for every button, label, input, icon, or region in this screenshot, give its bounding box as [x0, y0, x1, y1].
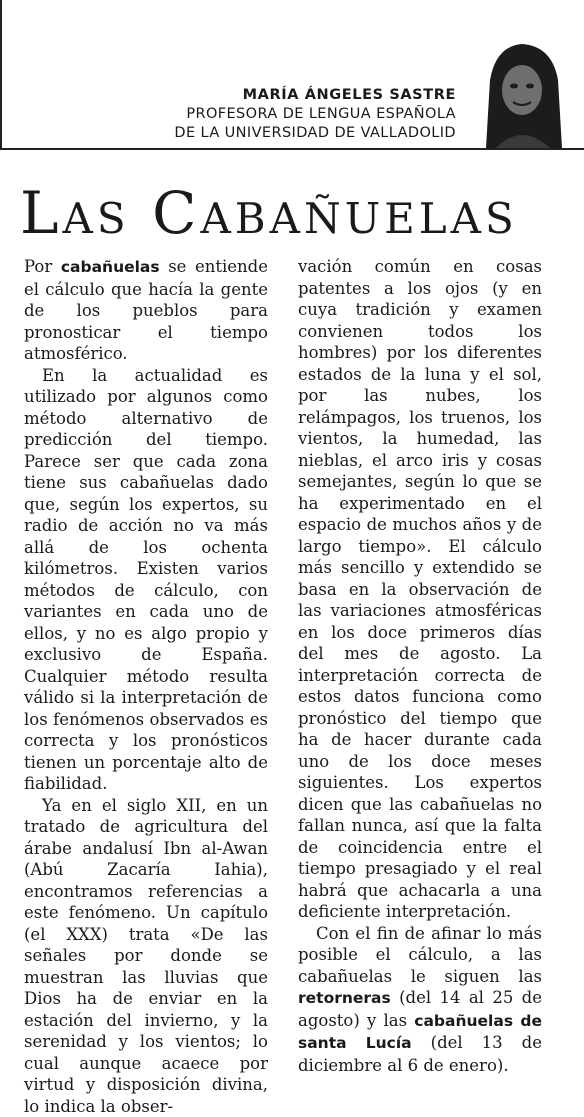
article-paragraph-1	[24, 256, 268, 365]
headline-word2-rest: ABAÑUELAS	[200, 194, 517, 243]
paragraph-1-text: se entiende el cálculo que hacía la gente de los pueblos para pronosticar el tiempo atmosférico.	[24, 257, 268, 363]
headline-initial: L	[20, 179, 63, 247]
article-headline	[20, 178, 518, 254]
author-portrait	[466, 40, 570, 148]
headline-word2-initial: C	[152, 179, 200, 247]
article-paragraph-3-start: Ya en el siglo XII, en un tratado de agricultura del árabe andalusí Ibn al-Awan (Abú Zacaría Iahia), encontramos referencias a este fenómeno. Un capítulo (el XXX) trata «De las señales por donde se muestran las lluvias que Dios ha de enviar en la estación del invierno, y la serenidad y los vientos; lo cual aunque acaece por virtud y disposición divina, lo indica la obser-	[24, 795, 268, 1117]
article-paragraph-2: En la actualidad es utilizado por algunos como método alternativo de predicción del tiempo. Parece ser que cada zona tiene sus cabañuelas dado que, según los expertos, su radio de acción no va más allá de los ochenta kilómetros. Existen varios métodos de cálculo, con variantes en cada uno de ellos, y no es algo propio y exclusivo de España. Cualquier método resulta válido si la interpretación de los fenómenos observados es correcta y los pronósticos tienen un porcentaje alto de fiabilidad.	[24, 365, 268, 795]
article-column-right	[298, 256, 542, 1076]
article-column-left	[24, 256, 268, 1117]
article-paragraph-4	[298, 923, 542, 1077]
author-role-line-2: DE LA UNIVERSIDAD DE VALLADOLID	[174, 124, 456, 143]
keyword-cabanuelas: cabañuelas	[61, 258, 160, 276]
paragraph-4-text-a: Con el fin de afinar lo más posible el cálculo, a las cabañuelas le siguen las	[298, 924, 542, 986]
author-name: MARÍA ÁNGELES SASTRE	[174, 86, 456, 105]
paragraph-4-text-b: (del 14 al 25 de agosto) y las	[298, 988, 542, 1030]
header-rule	[0, 148, 584, 150]
headline-word1-rest: AS	[63, 194, 130, 243]
author-byline	[174, 86, 456, 143]
paragraph-4-text-c: (del 13 de diciembre al 6 de enero).	[298, 1033, 542, 1075]
frame-left-rule	[0, 0, 2, 150]
article-paragraph-3-continued: vación común en cosas patentes a los ojos (y en cuya tradición y examen convienen todos los hombres) por los diferentes estados de la luna y el sol, por las nubes, los relámpagos, los truenos, los vientos, la humedad, las nieblas, el arco iris y cosas semejantes, según lo que se ha experimentado en el espacio de muchos años y de largo tiempo». El cálculo más sencillo y extendido se basa en la observación de las variaciones atmosféricas en los doce primeros días del mes de agosto. La interpretación correcta de estos datos funciona como pronóstico del tiempo que ha de hacer durante cada uno de los doce meses siguientes. Los expertos dicen que las cabañuelas no fallan nunca, así que la falta de coincidencia entre el tiempo presagiado y el real habrá que achacarla a una deficiente interpretación.	[298, 256, 542, 923]
keyword-retorneras: retorneras	[298, 989, 391, 1007]
keyword-cabanuelas-santa-lucia: cabañuelas de santa Lucía	[298, 1012, 542, 1053]
paragraph-1-lead: Por	[24, 257, 61, 276]
author-portrait-image	[466, 40, 570, 148]
author-role-line-1: PROFESORA DE LENGUA ESPAÑOLA	[174, 105, 456, 124]
